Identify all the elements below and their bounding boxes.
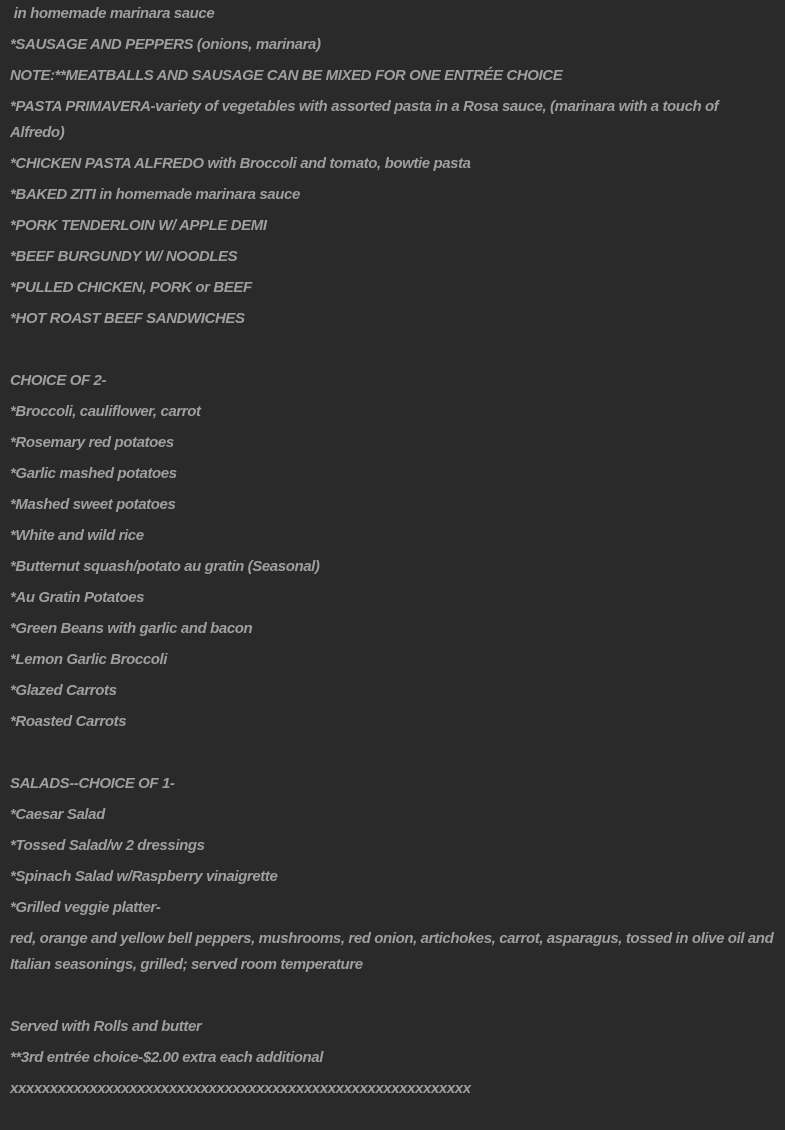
- menu-line: *Garlic mashed potatoes: [10, 465, 177, 482]
- menu-line: *Caesar Salad: [10, 806, 105, 823]
- menu-line: *Grilled veggie platter-: [10, 899, 161, 916]
- menu-line: red, orange and yellow bell peppers, mushrooms, red onion, artichokes, carrot, asparagus, tossed in olive oil and Italian seasonings, grilled; served room temperature: [10, 930, 778, 973]
- menu-line: *Roasted Carrots: [10, 713, 127, 730]
- menu-line: *HOT ROAST BEEF SANDWICHES: [10, 310, 245, 327]
- menu-line: NOTE:**MEATBALLS AND SAUSAGE CAN BE MIXED FOR ONE ENTRÉE CHOICE: [10, 67, 563, 84]
- menu-line: *BAKED ZITI in homemade marinara sauce: [10, 186, 300, 203]
- menu-line: **3rd entrée choice-$2.00 extra each additional: [10, 1049, 324, 1066]
- menu-line: *White and wild rice: [10, 527, 144, 544]
- menu-line: [10, 337, 775, 363]
- menu-line: *SAUSAGE AND PEPPERS (onions, marinara): [10, 36, 321, 53]
- menu-line: xxxxxxxxxxxxxxxxxxxxxxxxxxxxxxxxxxxxxxxxxxxxxxxxxxxxxxxxxx: [10, 1080, 471, 1097]
- menu-line: [10, 740, 775, 766]
- menu-line: *Green Beans with garlic and bacon: [10, 620, 253, 637]
- menu-line: *Lemon Garlic Broccoli: [10, 651, 168, 668]
- menu-line: *PORK TENDERLOIN W/ APPLE DEMI: [10, 217, 267, 234]
- menu-line: *CHICKEN PASTA ALFREDO with Broccoli and tomato, bowtie pasta: [10, 155, 471, 172]
- menu-line: *Tossed Salad/w 2 dressings: [10, 837, 205, 854]
- menu-line: *Au Gratin Potatoes: [10, 589, 145, 606]
- menu-line: *Glazed Carrots: [10, 682, 117, 699]
- menu-line: *Rosemary red potatoes: [10, 434, 174, 451]
- menu-line: *PASTA PRIMAVERA-variety of vegetables with assorted pasta in a Rosa sauce, (marinara with a touch of Alfredo): [10, 98, 722, 141]
- menu-line: *PULLED CHICKEN, PORK or BEEF: [10, 279, 252, 296]
- menu-line: *Butternut squash/potato au gratin (Seasonal): [10, 558, 320, 575]
- menu-line: [10, 983, 775, 1009]
- menu-line: SALADS--CHOICE OF 1-: [10, 775, 175, 792]
- menu-line: *Spinach Salad w/Raspberry vinaigrette: [10, 868, 278, 885]
- menu-line: Served with Rolls and butter: [10, 1018, 202, 1035]
- menu-line: *Mashed sweet potatoes: [10, 496, 176, 513]
- menu-line: *BEEF BURGUNDY W/ NOODLES: [10, 248, 238, 265]
- menu-line: in homemade marinara sauce: [10, 5, 215, 22]
- menu-line: *Broccoli, cauliflower, carrot: [10, 403, 201, 420]
- menu-line: CHOICE OF 2-: [10, 372, 107, 389]
